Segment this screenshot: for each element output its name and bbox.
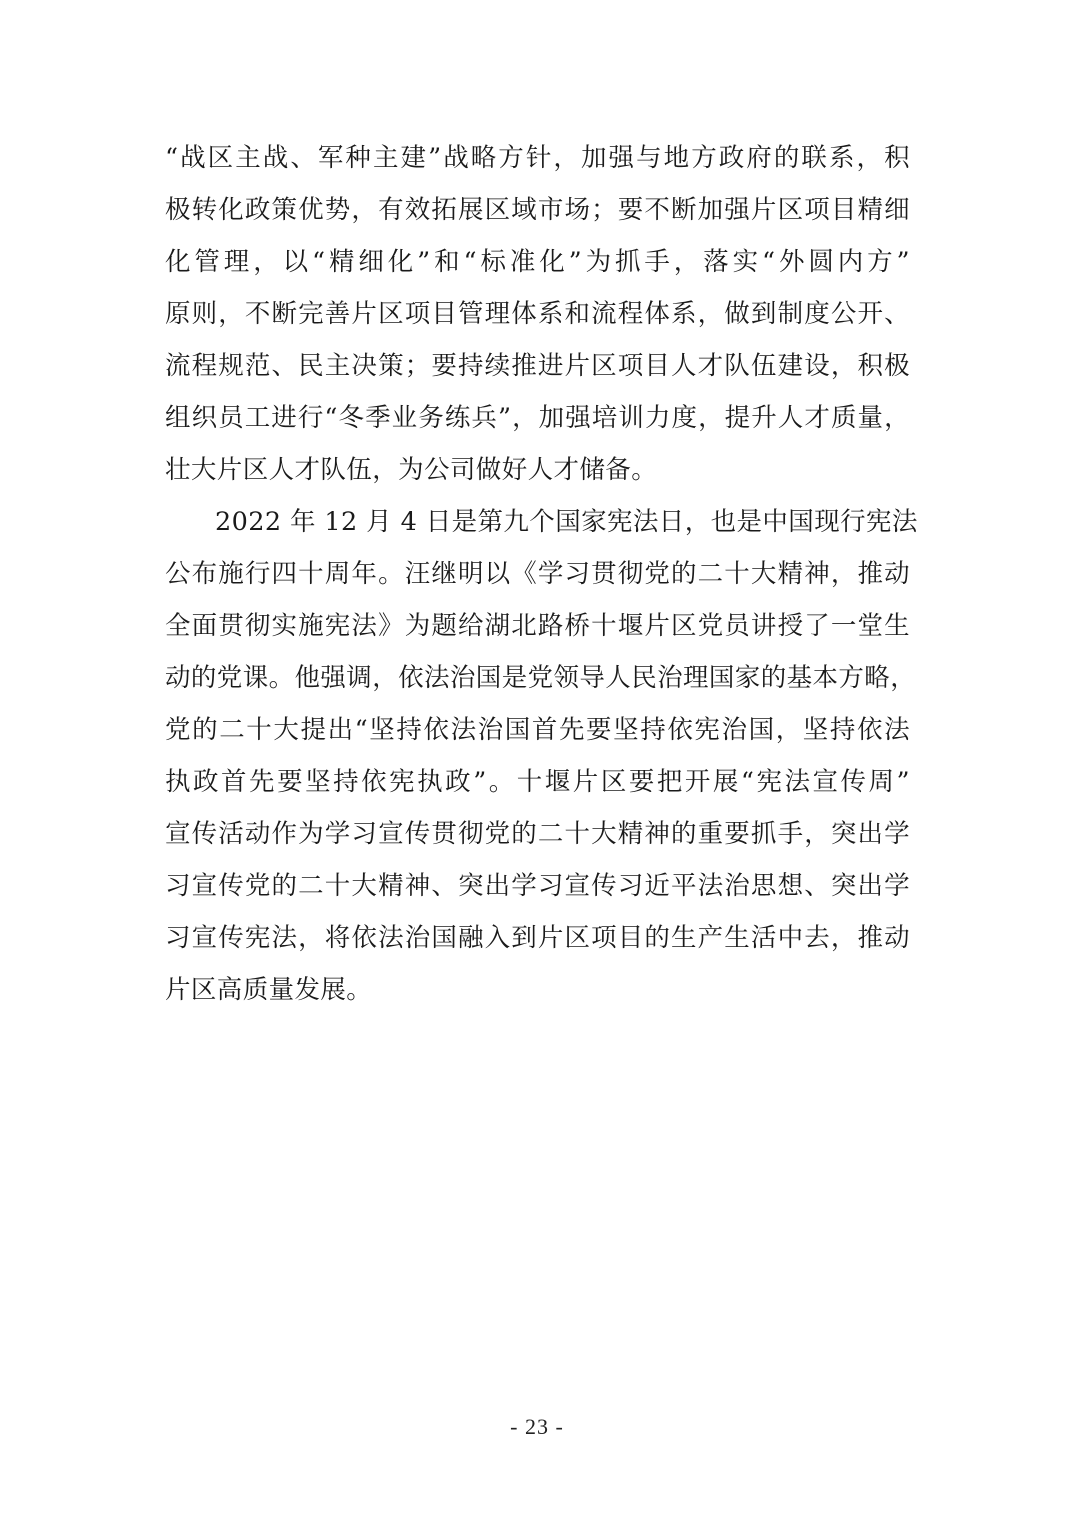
text-line: “战区主战、军种主建”战略方针，加强与地方政府的联系，积 [165,143,910,173]
text-line: 原则，不断完善片区项目管理体系和流程体系，做到制度公开、 [165,299,910,329]
text-line: 宣传活动作为学习宣传贯彻党的二十大精神的重要抓手，突出学 [165,819,910,849]
text-line: 组织员工进行“冬季业务练兵”，加强培训力度，提升人才质量， [165,403,910,433]
text-line: 全面贯彻实施宪法》为题给湖北路桥十堰片区党员讲授了一堂生 [165,611,910,641]
text-line: 习宣传宪法，将依法治国融入到片区项目的生产生活中去，推动 [165,923,910,953]
body-text [165,132,918,1016]
paragraph-1 [165,132,910,496]
text-line: 2022 年 12 月 4 日是第九个国家宪法日，也是中国现行宪法 [215,507,918,537]
text-line: 壮大片区人才队伍，为公司做好人才储备。 [165,455,658,485]
text-line: 极转化政策优势，有效拓展区域市场；要不断加强片区项目精细 [165,195,910,225]
text-line: 动的党课。他强调，依法治国是党领导人民治理国家的基本方略， [165,663,917,693]
text-line: 化管理，以“精细化”和“标准化”为抓手，落实“外圆内方” [165,247,910,277]
paragraph-2 [165,496,918,1016]
text-line: 流程规范、民主决策；要持续推进片区项目人才队伍建设，积极 [165,351,910,381]
text-line: 公布施行四十周年。汪继明以《学习贯彻党的二十大精神，推动 [165,559,910,589]
page-number: - 23 - [510,1414,564,1439]
text-line: 片区高质量发展。 [165,975,373,1005]
text-line: 党的二十大提出“坚持依法治国首先要坚持依宪治国，坚持依法 [165,715,910,745]
text-line: 习宣传党的二十大精神、突出学习宣传习近平法治思想、突出学 [165,871,910,901]
text-line: 执政首先要坚持依宪执政”。十堰片区要把开展“宪法宣传周” [165,767,910,797]
